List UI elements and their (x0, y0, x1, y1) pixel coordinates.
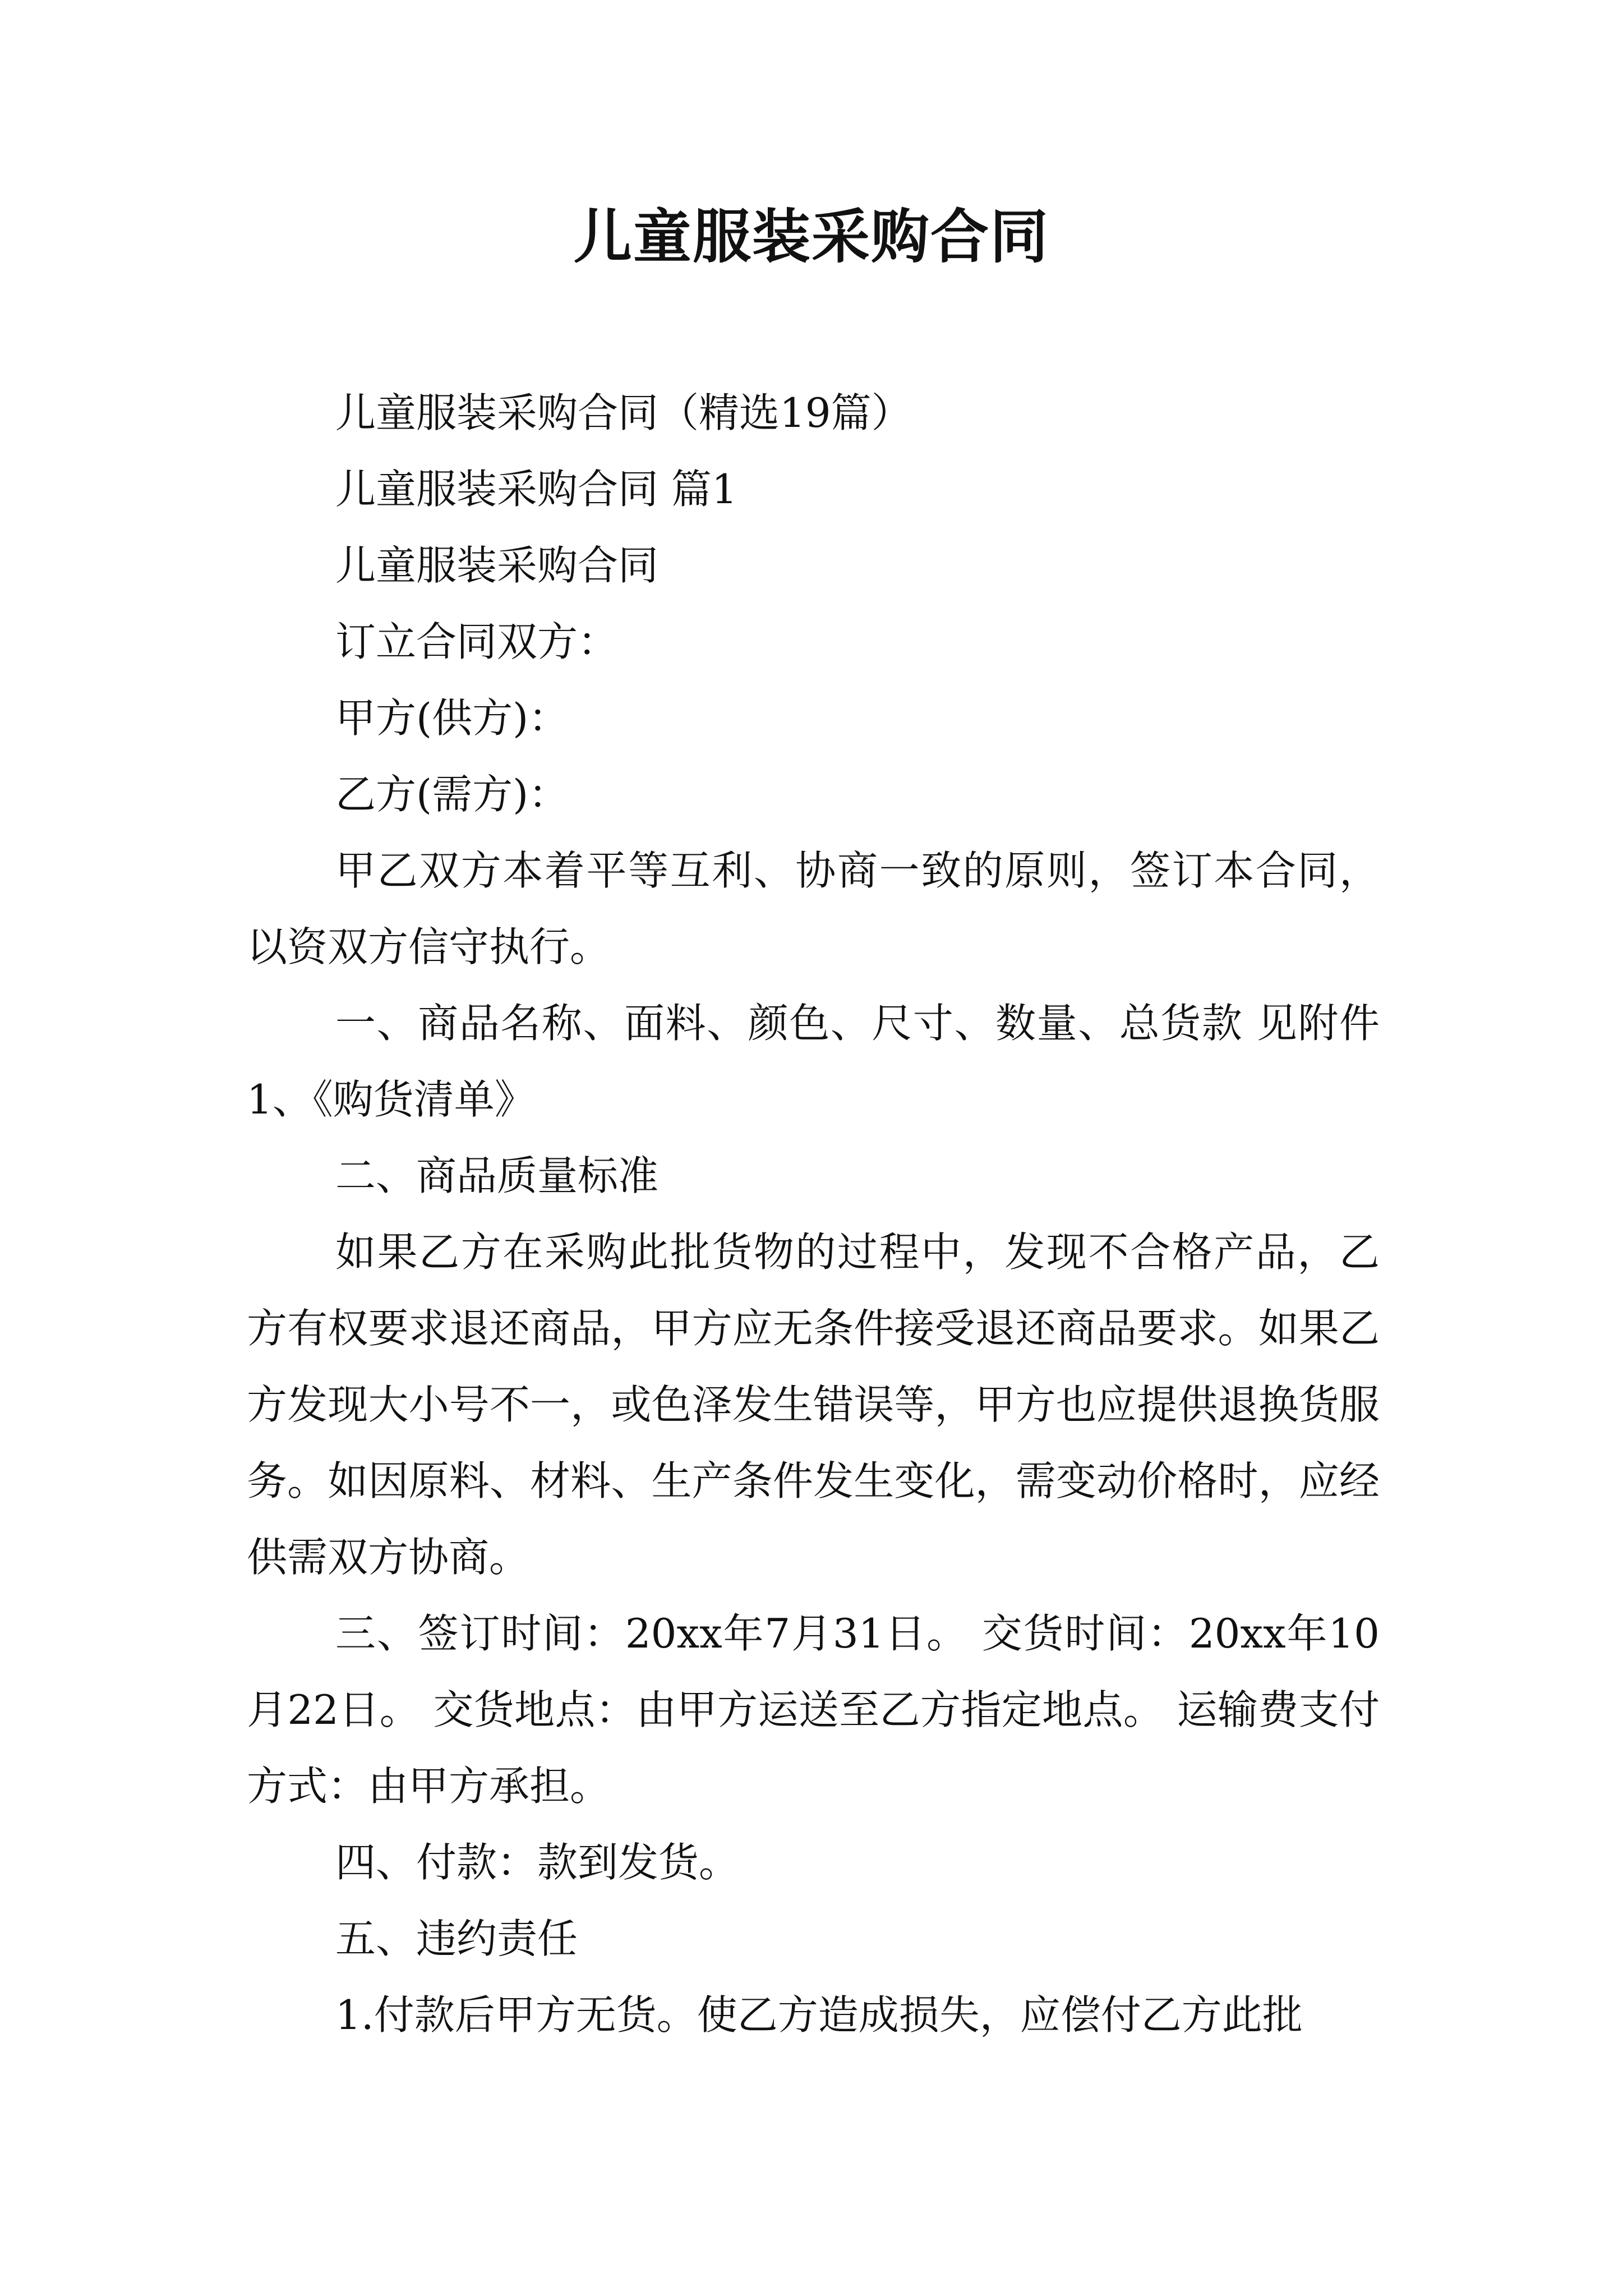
paragraph-party-b: 乙方(需方)： (335, 771, 569, 818)
paragraph-chapter-heading: 儿童服装采购合同 篇1 (335, 466, 737, 513)
paragraph-quality-details: 如果乙方在采购此批货物的过程中，发现不合格产品，乙方有权要求退还商品，甲方应无条件接受退还商品要求。如果乙方发现大小号不一，或色泽发生错误等，甲方也应提供退换货服务。如因原料、材料、生产条件发生变化，需变动价格时，应经供需双方协商。 (247, 1228, 1380, 1581)
document-title: 儿童服装采购合同 (573, 202, 1049, 271)
paragraph-section-one: 一、商品名称、面料、颜色、尺寸、数量、总货款 见附件1、《购货清单》 (247, 1000, 1380, 1123)
paragraph-selected-count: 儿童服装采购合同（精选19篇） (335, 389, 912, 436)
paragraph-contract-name: 儿童服装采购合同 (335, 542, 659, 589)
paragraph-parties-label: 订立合同双方： (335, 618, 619, 665)
paragraph-section-four: 四、付款：款到发货。 (335, 1839, 740, 1886)
paragraph-liability-one: 1.付款后甲方无货。使乙方造成损失，应偿付乙方此批 (335, 1991, 1303, 2039)
paragraph-principle: 甲乙双方本着平等互利、协商一致的原则，签订本合同，以资双方信守执行。 (247, 847, 1380, 970)
paragraph-section-two: 二、商品质量标准 (335, 1152, 659, 1199)
paragraph-party-a: 甲方(供方)： (335, 694, 569, 742)
paragraph-section-three: 三、签订时间：20xx年7月31日。 交货时间：20xx年10月22日。 交货地点：由甲方运送至乙方指定地点。 运输费支付方式：由甲方承担。 (247, 1610, 1380, 1810)
paragraph-section-five: 五、违约责任 (335, 1915, 578, 1962)
document-body (247, 375, 1380, 2053)
